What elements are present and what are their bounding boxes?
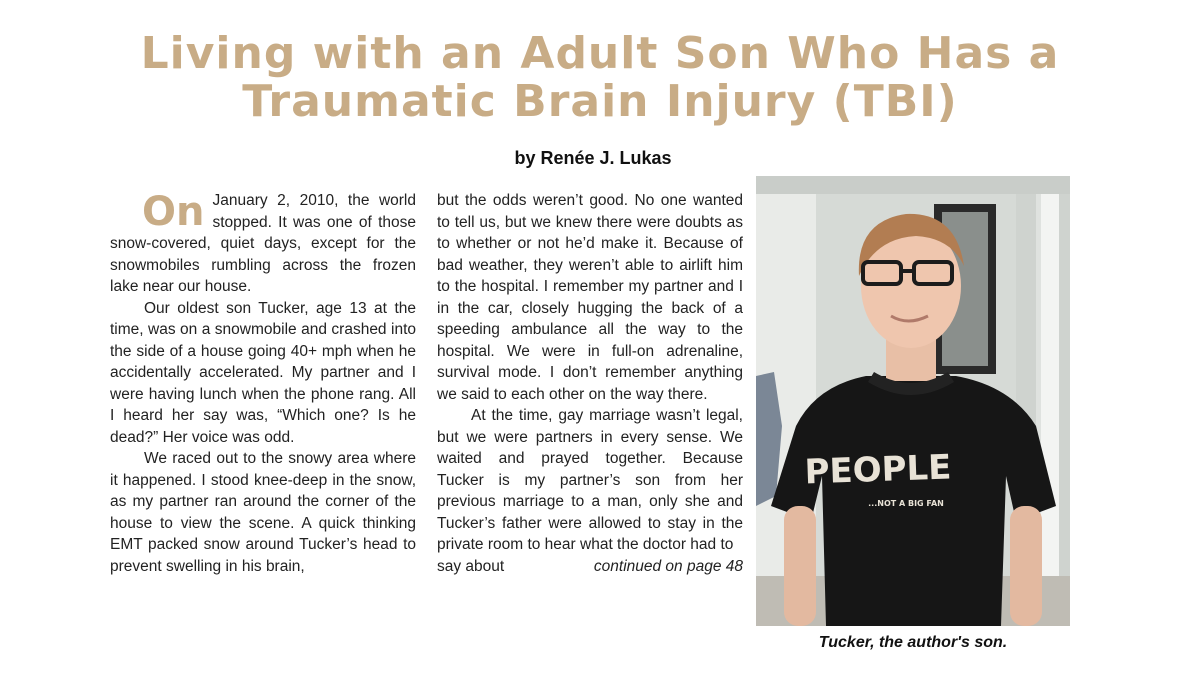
continued-link[interactable]: continued on page 48 — [593, 557, 743, 575]
article-column-2 — [437, 190, 743, 577]
shirt-text: PEOPLE — [803, 447, 953, 493]
article-column-1 — [110, 190, 416, 577]
article-paragraph — [110, 190, 416, 298]
article-paragraph: At the time, gay marriage wasn’t legal, but we were partners in every sense. We waited and prayed together. Because Tucker is my partner’s son from her previous marriage to a man, only she and Tucker’s father were allowed to stay in the private room to hear what the doctor had to — [437, 407, 743, 553]
photo-caption: Tucker, the author's son. — [818, 634, 1008, 651]
article-paragraph-end — [437, 556, 743, 578]
photo-illustration — [756, 176, 1070, 626]
article-paragraph: We raced out to the snowy area where it happened. I stood knee-deep in the snow, as my partner ran around the corner of the house to view the scene. A quick thinking EMT packed snow around Tucker’s head to prevent swelling in his brain, — [110, 450, 416, 575]
author-son-photo — [756, 176, 1070, 626]
article-title — [0, 30, 1200, 126]
article-title-line-1: Living with an Adult Son Who Has a — [140, 28, 1060, 79]
paragraph-text: January 2, 2010, the world stopped. It was one of those snow-covered, quiet days, except for the snowmobiles rumbling across the frozen lake near our house. — [110, 192, 416, 295]
drop-cap: On — [142, 189, 205, 235]
paragraph-text: say about — [437, 557, 505, 575]
shirt-subtext: ...NOT A BIG FAN — [868, 499, 944, 508]
article-paragraph: Our oldest son Tucker, age 13 at the time, was on a snowmobile and crashed into the side of a house going 40+ mph when he accidentally accelerated. My partner and I were having lunch when the phone rang. All I heard her say was, “Which one? Is he dead?” Her voice was odd. — [110, 299, 416, 446]
article-title-line-2: Traumatic Brain Injury (TBI) — [242, 76, 958, 127]
article-paragraph: but the odds weren’t good. No one wanted to tell us, but we knew there were doubts as to whether or not he’d make it. Because of bad weather, they weren’t able to airlift him to the hospital. I remember my partner and I in the car, closely hugging the back of a speeding ambulance all the way to the hospital. We were in full-on adrenaline, survival mode. I don’t remember anything we said to each other on the way there. — [437, 192, 743, 403]
article-byline: by Renée J. Lukas — [514, 148, 672, 168]
